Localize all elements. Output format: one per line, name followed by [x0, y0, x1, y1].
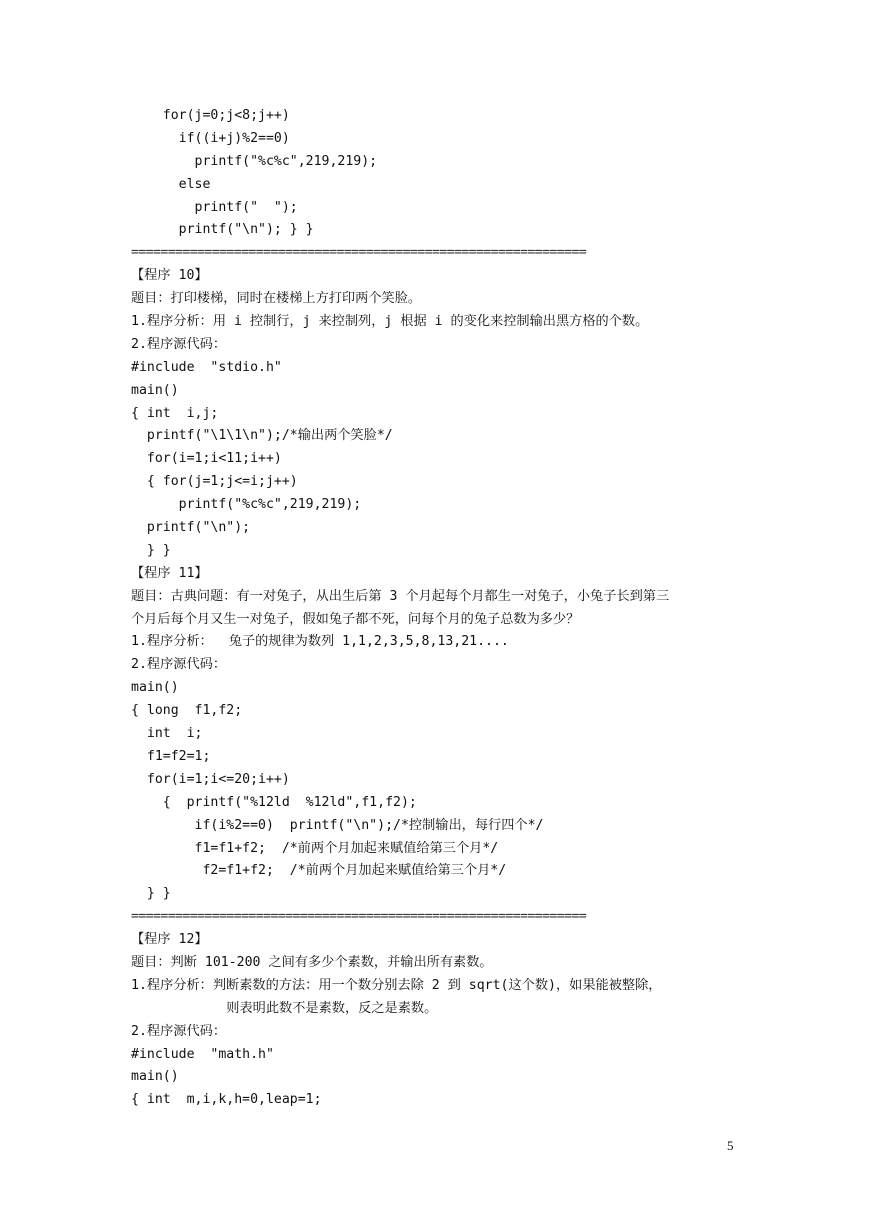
code-line: printf("%c%c",219,219);	[131, 153, 378, 169]
program-heading: 【程序 10】	[131, 268, 208, 284]
code-line: f1=f1+f2; /*前两个月加起来赋值给第三个月*/	[131, 840, 499, 856]
code-line: main()	[131, 680, 179, 696]
program-heading: 【程序 12】	[131, 932, 208, 948]
code-line: printf("%c%c",219,219);	[131, 497, 362, 513]
code-line: int i;	[131, 726, 203, 742]
section-separator: ==============================================================	[131, 909, 587, 925]
code-line: printf("\n"); } }	[131, 222, 314, 238]
problem-statement: 个月后每个月又生一对兔子，假如兔子都不死，问每个月的兔子总数为多少？	[131, 611, 580, 627]
code-line: printf("\n");	[131, 520, 251, 536]
code-line: main()	[131, 382, 179, 398]
code-line: main()	[131, 1069, 179, 1085]
code-line: for(j=0;j<8;j++)	[131, 108, 290, 123]
code-line: f2=f1+f2; /*前两个月加起来赋值给第三个月*/	[131, 863, 507, 879]
code-line: if(i%2==0) printf("\n");/*控制输出，每行四个*/	[131, 817, 544, 833]
code-line: else	[131, 176, 211, 192]
code-line: for(i=1;i<11;i++)	[131, 451, 282, 467]
code-line: { int m,i,k,h=0,leap=1;	[131, 1092, 322, 1108]
code-line: } }	[131, 542, 171, 558]
code-line: { printf("%12ld %12ld",f1,f2);	[131, 794, 417, 810]
code-line: if((i+j)%2==0)	[131, 130, 290, 146]
code-line: { for(j=1;j<=i;j++)	[131, 474, 298, 490]
program-analysis: 1.程序分析：判断素数的方法：用一个数分别去除 2 到 sqrt(这个数)，如果能被整除，	[131, 977, 662, 993]
code-line: { long f1,f2;	[131, 703, 243, 719]
problem-statement: 题目：古典问题：有一对兔子，从出生后第 3 个月起每个月都生一对兔子，小兔子长到第三	[131, 588, 670, 604]
source-code-label: 2.程序源代码：	[131, 336, 227, 352]
page-number: 5	[727, 1138, 734, 1153]
code-line: } }	[131, 886, 171, 902]
section-separator: ==============================================================	[131, 245, 587, 261]
code-line: { int i,j;	[131, 405, 219, 421]
program-analysis: 1.程序分析：用 i 控制行，j 来控制列，j 根据 i 的变化来控制输出黑方格的个数。	[131, 314, 649, 330]
program-analysis-continued: 则表明此数不是素数，反之是素数。	[131, 1000, 438, 1016]
program-analysis: 1.程序分析： 兔子的规律为数列 1,1,2,3,5,8,13,21....	[131, 634, 509, 650]
problem-statement: 题目：判断 101-200 之间有多少个素数，并输出所有素数。	[131, 954, 493, 970]
source-code-label: 2.程序源代码：	[131, 1023, 227, 1039]
page-content	[131, 105, 771, 1112]
code-line: #include "math.h"	[131, 1046, 274, 1062]
problem-statement: 题目：打印楼梯，同时在楼梯上方打印两个笑脸。	[131, 291, 422, 307]
code-line: f1=f2=1;	[131, 748, 211, 764]
source-code-label: 2.程序源代码：	[131, 657, 227, 673]
code-line: for(i=1;i<=20;i++)	[131, 771, 290, 787]
code-line: printf("\1\1\n");/*输出两个笑脸*/	[131, 428, 393, 444]
program-heading: 【程序 11】	[131, 565, 208, 581]
code-line: printf(" ");	[131, 199, 298, 215]
code-line: #include "stdio.h"	[131, 359, 282, 375]
